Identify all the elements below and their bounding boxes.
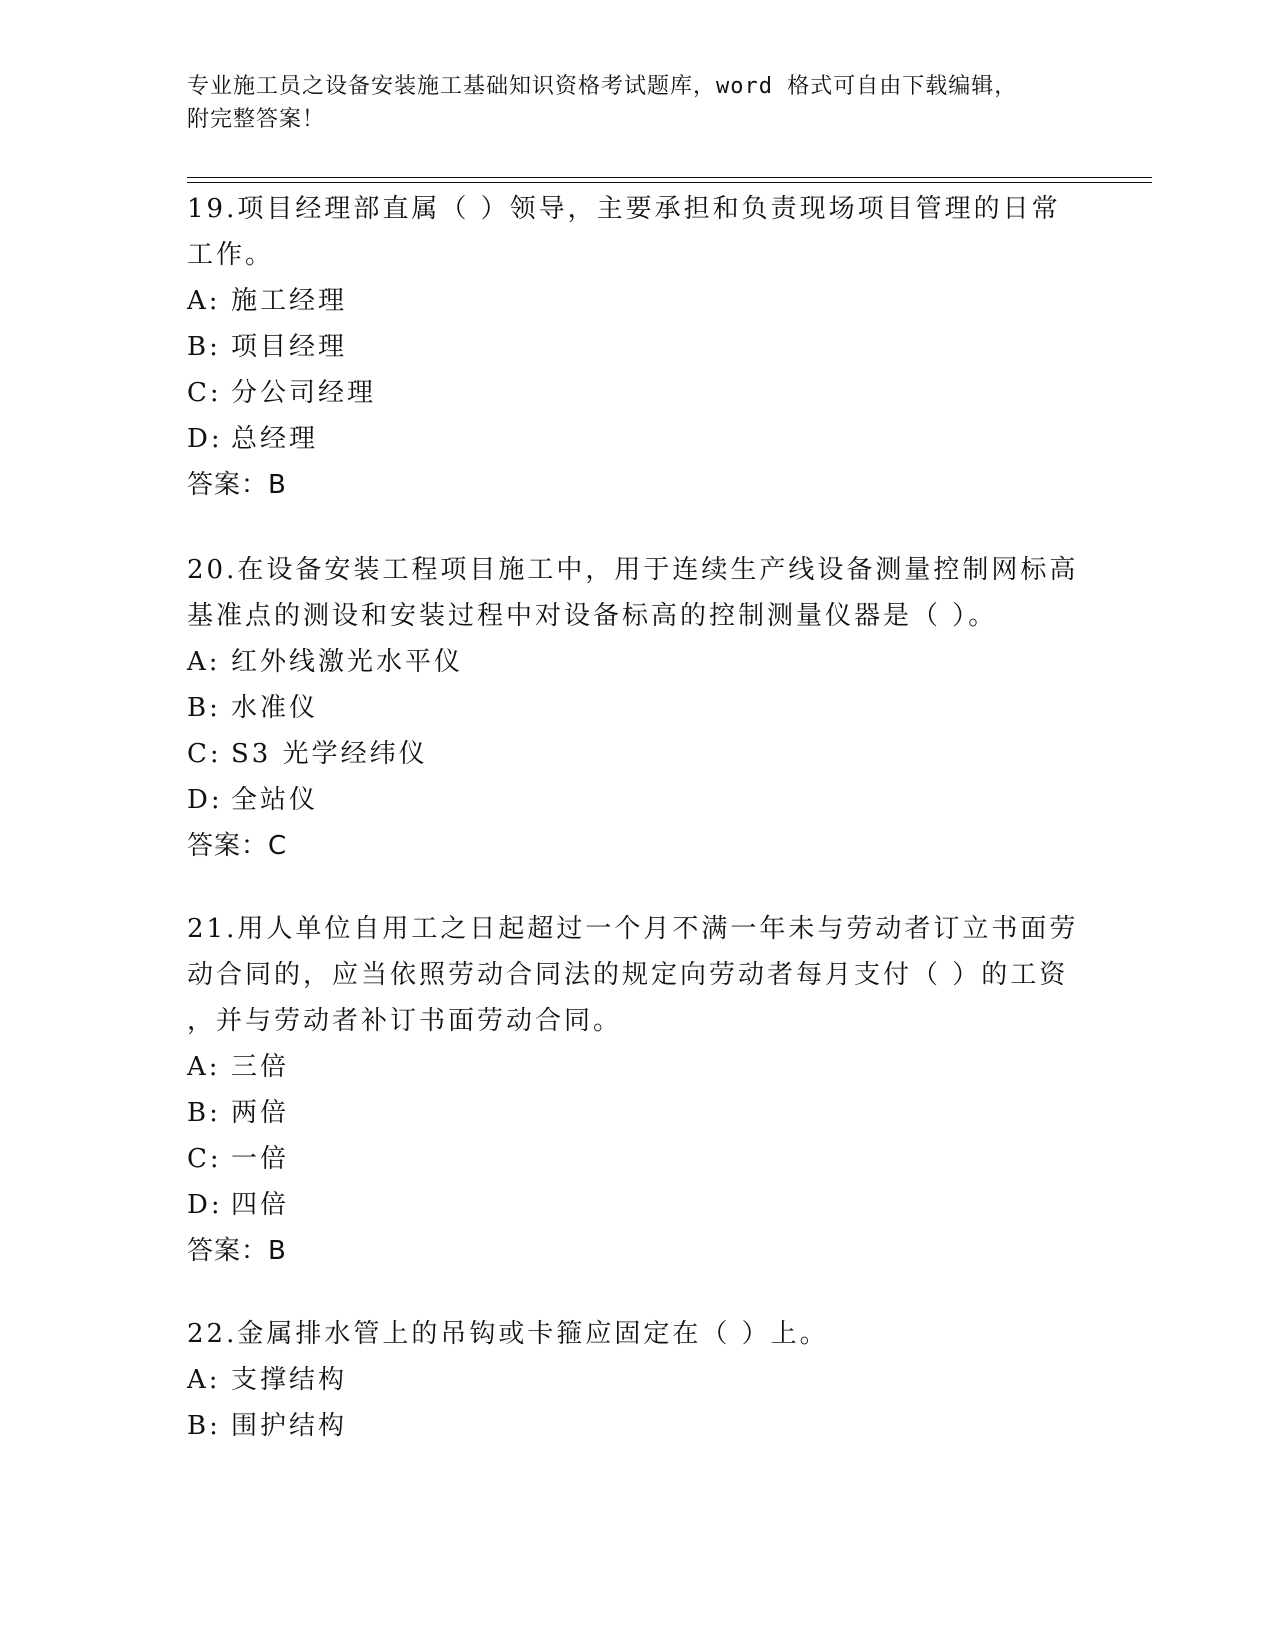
option-c (187, 370, 1087, 416)
option-d (187, 777, 1087, 823)
question-stem-line: 动合同的，应当依照劳动合同法的规定向劳动者每月支付（ ）的工资 (187, 960, 1069, 990)
option-key: D: (187, 1190, 223, 1220)
question-stem-line: 21.用人单位自用工之日起超过一个月不满一年未与劳动者订立书面劳 (187, 914, 1079, 944)
answer-line: 答案：C (187, 831, 288, 861)
option-key: D: (187, 424, 223, 454)
header-divider-bottom (187, 182, 1152, 183)
question-stem-line: 基准点的测设和安装过程中对设备标高的控制测量仪器是（ ）。 (187, 601, 998, 631)
header-divider-top (187, 177, 1152, 178)
question-21 (187, 906, 1087, 1274)
option-d (187, 416, 1087, 462)
option-a (187, 1044, 1087, 1090)
document-header (187, 70, 1087, 136)
question-22 (187, 1311, 1087, 1449)
option-text: 水准仪 (231, 693, 319, 723)
question-stem-line: 20.在设备安装工程项目施工中，用于连续生产线设备测量控制网标高 (187, 555, 1079, 585)
option-text: 项目经理 (231, 332, 348, 362)
question-stem-line: 19.项目经理部直属（ ）领导，主要承担和负责现场项目管理的日常 (187, 194, 1061, 224)
option-a (187, 1357, 1087, 1403)
header-line-1: 专业施工员之设备安装施工基础知识资格考试题库，word 格式可自由下载编辑， (187, 74, 1018, 99)
option-text: 四倍 (231, 1190, 290, 1220)
option-b (187, 324, 1087, 370)
option-key: B: (187, 1411, 221, 1441)
option-text: 三倍 (231, 1052, 290, 1082)
option-key: A: (187, 286, 221, 316)
header-line-2: 附完整答案！ (187, 107, 326, 132)
option-text: 施工经理 (231, 286, 348, 316)
question-stem-line: ，并与劳动者补订书面劳动合同。 (187, 1006, 623, 1036)
option-key: A: (187, 1365, 221, 1395)
option-b (187, 1090, 1087, 1136)
option-text: 分公司经理 (231, 378, 377, 408)
option-key: C: (187, 378, 222, 408)
question-20 (187, 547, 1087, 869)
option-text: 一倍 (231, 1144, 290, 1174)
option-text: 全站仪 (231, 785, 319, 815)
option-key: C: (187, 739, 222, 769)
option-b (187, 685, 1087, 731)
option-text: 围护结构 (231, 1411, 348, 1441)
option-b (187, 1403, 1087, 1449)
answer-line: 答案：B (187, 1236, 287, 1266)
option-key: B: (187, 693, 221, 723)
option-key: C: (187, 1144, 222, 1174)
option-text: 总经理 (231, 424, 319, 454)
option-key: D: (187, 785, 223, 815)
option-a (187, 639, 1087, 685)
option-key: B: (187, 332, 221, 362)
option-key: B: (187, 1098, 221, 1128)
option-c (187, 731, 1087, 777)
question-stem-line: 22.金属排水管上的吊钩或卡箍应固定在（ ）上。 (187, 1319, 829, 1349)
option-key: A: (187, 647, 221, 677)
option-c (187, 1136, 1087, 1182)
option-text: 两倍 (231, 1098, 290, 1128)
option-text: 支撑结构 (231, 1365, 348, 1395)
question-19 (187, 186, 1087, 508)
option-d (187, 1182, 1087, 1228)
question-stem-line: 工作。 (187, 240, 275, 270)
option-a (187, 278, 1087, 324)
option-text: S3 光学经纬仪 (231, 739, 428, 769)
option-text: 红外线激光水平仪 (231, 647, 464, 677)
answer-line: 答案：B (187, 470, 287, 500)
option-key: A: (187, 1052, 221, 1082)
